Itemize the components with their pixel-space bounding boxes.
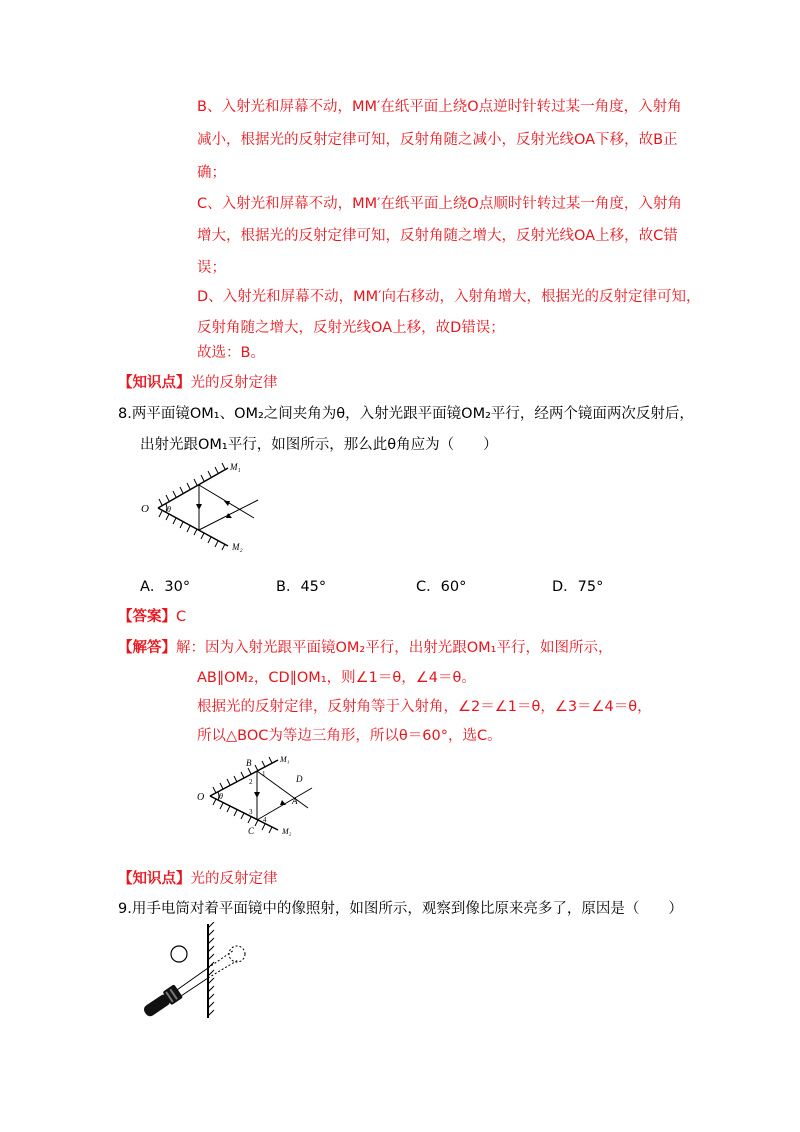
q8-stem-line1: 8.两平面镜OM₁、OM₂之间夹角为θ，入射光跟平面镜OM₂平行，经两个镜面两次反射后， [118, 406, 694, 422]
solution-line: 根据光的反射定律，反射角等于入射角，∠2＝∠1＝θ，∠3＝∠4＝θ， [197, 699, 652, 715]
knowledge-text: 光的反射定律 [190, 871, 278, 887]
answer-tag: 【答案】 [118, 609, 176, 625]
sol-label-d: D [296, 774, 303, 784]
analysis-line: 故选：B。 [197, 345, 265, 361]
knowledge-point [118, 373, 278, 393]
analysis-line: 反射角随之增大，反射光线OA上移，故D错误； [197, 320, 505, 336]
solution-tag: 【解答】 [118, 640, 176, 656]
solution-line: 所以△BOC为等边三角形，所以θ＝60°，选C。 [197, 728, 502, 744]
option-d: D．75° [552, 579, 604, 595]
q8-stem-line2: 出射光跟OM₁平行，如图所示，那么此θ角应为（ ） [140, 437, 498, 453]
q9-stem: 9.用手电筒对着平面镜中的像照射，如图所示，观察到像比原来亮多了，原因是（ ） [118, 901, 683, 917]
analysis-line: 误； [197, 260, 226, 276]
sol-label-3: 3 [249, 808, 253, 816]
knowledge-point [118, 869, 278, 889]
q8-figure [138, 458, 268, 558]
sol-label-c: C [248, 826, 255, 836]
label-o: O [141, 503, 149, 515]
knowledge-tag: 【知识点】 [118, 375, 191, 391]
sol-label-b: B [246, 758, 252, 768]
solution-line [118, 638, 612, 658]
sol-label-a: A [292, 796, 298, 806]
knowledge-text: 光的反射定律 [190, 375, 278, 391]
option-c: C．60° [416, 579, 467, 595]
sol-label-m2: M₂ [282, 827, 292, 836]
q8-solution-figure [196, 752, 326, 840]
answer-value: C [176, 609, 187, 625]
analysis-line: B、入射光和屏幕不动，MM′在纸平面上绕O点逆时针转过某一角度，入射角 [197, 99, 682, 115]
sol-label-theta: θ [219, 792, 223, 801]
analysis-line: 减小，根据光的反射定律可知，反射角随之减小，反射光线OA下移，故B正 [197, 132, 678, 148]
flashlight-icon [141, 984, 183, 1020]
ball [171, 946, 187, 962]
sol-label-4: 4 [263, 816, 267, 824]
label-theta: θ [167, 505, 171, 514]
q9-figure [138, 922, 268, 1022]
sol-label-1: 1 [262, 770, 266, 778]
sol-label-2: 2 [249, 778, 253, 786]
sol-label-o: O [197, 792, 205, 803]
solution-text: 解：因为入射光跟平面镜OM₂平行，出射光跟OM₁平行，如图所示， [176, 640, 613, 656]
mirror-om1 [158, 468, 228, 508]
ball-image [229, 946, 245, 962]
analysis-line: 增大，根据光的反射定律可知，反射角随之增大，反射光线OA上移，故C错 [197, 228, 678, 244]
label-m1: M₁ [230, 462, 241, 472]
analysis-line: 确； [197, 165, 226, 181]
knowledge-tag: 【知识点】 [118, 871, 191, 887]
analysis-line: C、入射光和屏幕不动，MM′在纸平面上绕O点顺时针转过某一角度，入射角 [197, 196, 682, 212]
option-a: A．30° [140, 579, 191, 595]
option-b: B．45° [276, 579, 327, 595]
solution-line: AB∥OM₂，CD∥OM₁，则∠1＝θ，∠4＝θ。 [197, 670, 476, 686]
label-m2: M₂ [232, 542, 243, 552]
sol-label-m1: M₁ [280, 755, 290, 764]
analysis-line: D、入射光和屏幕不动，MM′向右移动，入射角增大，根据光的反射定律可知， [197, 289, 701, 305]
answer [118, 607, 186, 627]
